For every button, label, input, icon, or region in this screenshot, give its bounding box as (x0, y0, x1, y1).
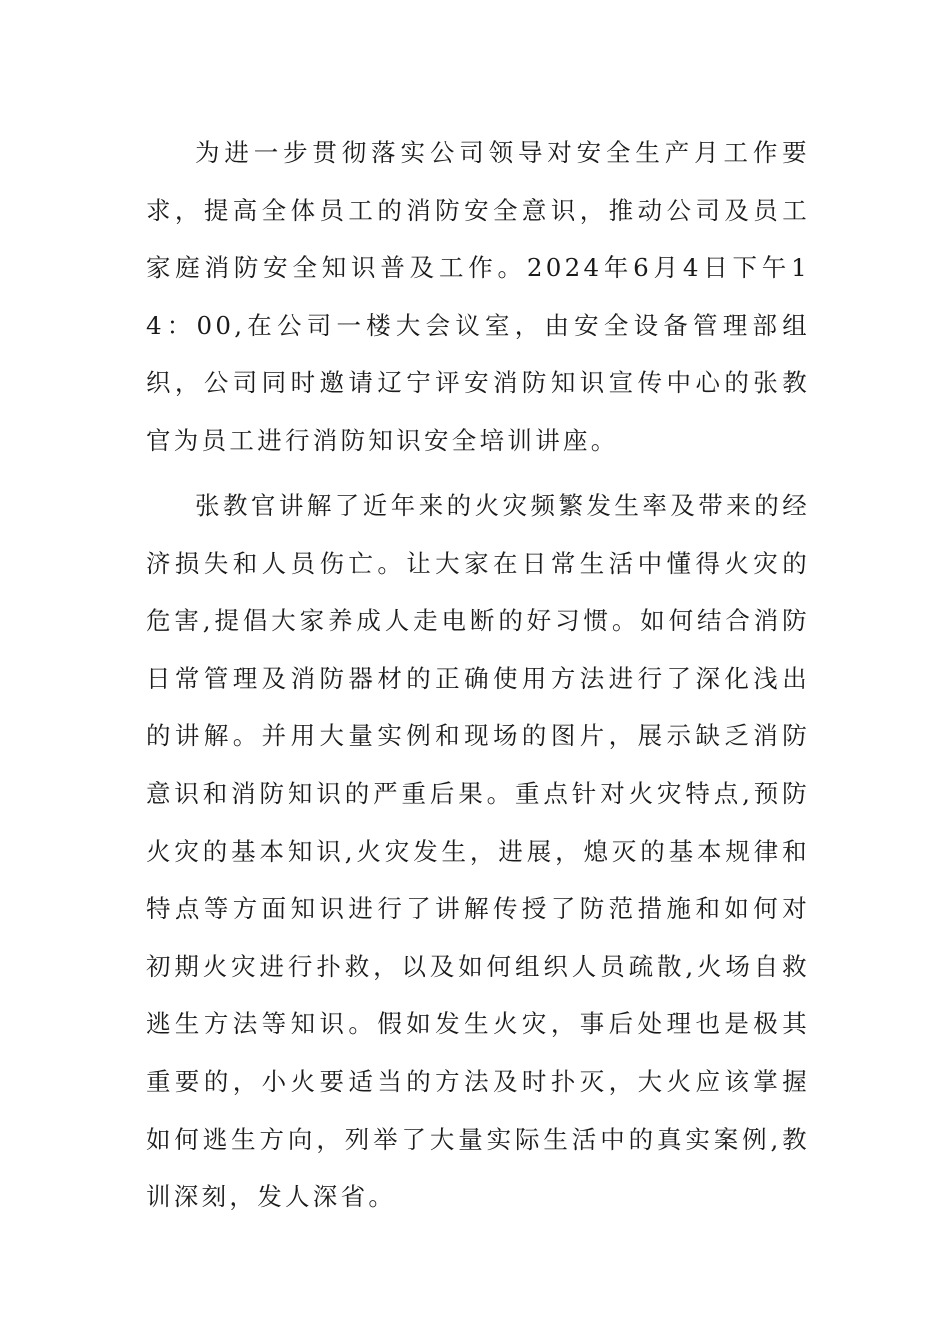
paragraph-training-intro: 为进一步贯彻落实公司领导对安全生产月工作要求，提高全体员工的消防安全意识，推动公司及员工家庭消防安全知识普及工作。2024年6月4日下午14：00,在公司一楼大会议室，由安全设备管理部组织，公司同时邀请辽宁评安消防知识宣传中心的张教官为员工进行消防知识安全培训讲座。 (146, 138, 810, 455)
paragraph-lecture-content: 张教官讲解了近年来的火灾频繁发生率及带来的经济损失和人员伤亡。让大家在日常生活中懂得火灾的危害,提倡大家养成人走电断的好习惯。如何结合消防日常管理及消防器材的正确使用方法进行了深化浅出的讲解。并用大量实例和现场的图片，展示缺乏消防意识和消防知识的严重后果。重点针对火灾特点,预防火灾的基本知识,火灾发生，进展，熄灭的基本规律和特点等方面知识进行了讲解传授了防范措施和如何对初期火灾进行扑救，以及如何组织人员疏散,火场自救逃生方法等知识。假如发生火灾，事后处理也是极其重要的，小火要适当的方法及时扑灭，大火应该掌握如何逃生方向，列举了大量实际生活中的真实案例,教训深刻，发人深省。 (146, 491, 810, 1212)
